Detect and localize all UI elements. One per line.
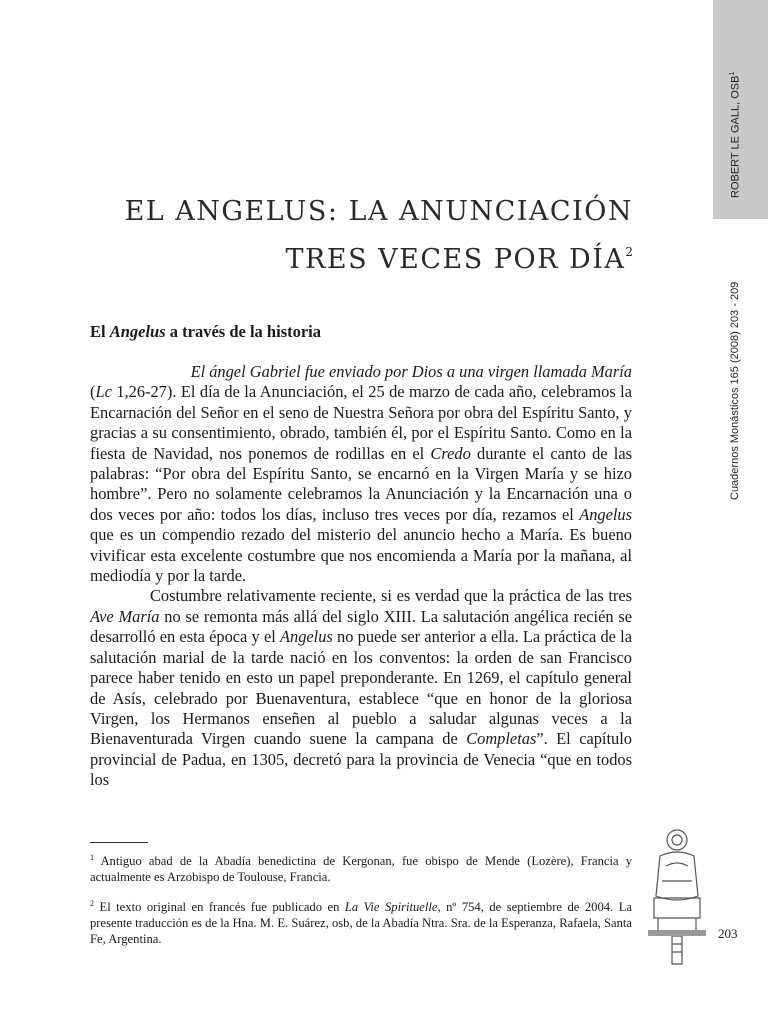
- author-note-mark: 1: [729, 71, 736, 76]
- body-text: [90, 362, 632, 791]
- footnote-2-text-1: El texto original en francés fue publicado en: [94, 899, 345, 914]
- footnote-2-italic: La Vie Spirituelle: [344, 899, 438, 914]
- section-heading: [90, 322, 321, 342]
- paragraph-1: [90, 362, 632, 586]
- footnotes: [90, 850, 632, 957]
- credo-term: Credo: [430, 443, 471, 463]
- scripture-ref: Lc: [95, 382, 112, 402]
- paragraph-2-text-1: Costumbre relativamente reciente, si es verdad que la práctica de las tres: [150, 586, 632, 606]
- footnote-1: [90, 850, 632, 886]
- heading-prefix: El: [90, 322, 110, 341]
- gospel-quote: El ángel Gabriel fue enviado por Dios a una virgen llamada María: [190, 362, 632, 381]
- paragraph-1-text-2: durante el canto de las palabras: “Por obra del Espíritu Santo, se encarnó en la Virgen María y se hizo hombre”. Pero no solamente celebramos la Anunciación y la Encarnación una o dos veces por año: todos los días, incluso tres veces por día, rezamos el: [90, 443, 632, 524]
- journal-reference: Cuadernos Monásticos 165 (2008) 203 - 209: [729, 281, 741, 500]
- completas-term: Completas: [466, 729, 537, 749]
- angelus-term: Angelus: [579, 504, 632, 524]
- title-line-2: [125, 232, 633, 280]
- paragraph-2-text-3: no puede ser anterior a ella. La práctica de la salutación marial de la tarde nació en los conventos: la orden de san Francisco parece haber tenido en esto un papel preponderante. En 1269, el capítulo general de Asís, celebrado por Buenaventura, establece “que en honor de la gloriosa Virgen, los Hermanos enseñen al pueblo a saludar algunas veces a la Bienaventurada Virgen cuando suene la campana de: [90, 627, 632, 749]
- title-line-1: EL ANGELUS: LA ANUNCIACIÓN: [124, 196, 633, 227]
- footnote-2-mark: 2: [90, 898, 94, 908]
- footnote-2-text-2: , nº 754, de septiembre de 2004. La presente traducción es de la Hna. M. E. Suárez, osb, de la Abadía Ntra. Sra. de la Esperanza, Rafaela, Santa Fe, Argentina.: [90, 899, 632, 946]
- paragraph-2-text-2: no se remonta más allá del siglo XIII. La salutación angélica recién se desarrolló en esta época y el: [90, 606, 633, 647]
- author-name: ROBERT LE GALL, OSB: [729, 75, 742, 198]
- heading-suffix: a través de la historia: [165, 322, 322, 341]
- article-title: [125, 192, 633, 280]
- paragraph-2: [90, 586, 632, 790]
- author-credit: [729, 72, 742, 198]
- footnote-divider: [90, 842, 148, 843]
- footnote-1-mark: 1: [90, 853, 94, 862]
- footnote-2: [90, 896, 632, 948]
- angelus-term: Angelus: [280, 627, 333, 647]
- christ-enthroned-emblem-icon: [648, 826, 706, 966]
- paragraph-1-text-3: que es un compendio rezado del misterio del anuncio hecho a María. Es bueno vivificar esta excelente costumbre que nos encomienda a María por la mañana, al mediodía y por la tarde.: [90, 525, 632, 586]
- heading-italic: Angelus: [109, 322, 166, 341]
- title-note-mark: 2: [625, 245, 633, 259]
- paragraph-1-text-1: 1,26-27). El día de la Anunciación, el 25 de marzo de cada año, celebramos la Encarnación del Señor en el seno de Nuestra Señora por obra del Espíritu Santo, y gracias a su consentimiento, obrado, también él, por el Espíritu Santo. Como en la fiesta de Navidad, nos ponemos de rodillas en el: [90, 382, 632, 463]
- page-number: 203: [718, 926, 738, 941]
- paragraph-2-text-4: ”. El capítulo provincial de Padua, en 1305, decretó para la provincia de Venecia “que en todos los: [90, 729, 632, 790]
- footnote-1-text: Antiguo abad de la Abadía benedictina de Kergonan, fue obispo de Mende (Lozère), Francia y actualmente es Arzobispo de Toulouse, Francia.: [90, 854, 632, 884]
- ave-maria-term: Ave María: [90, 606, 160, 626]
- open-paren: (: [90, 382, 96, 402]
- title-line-2-text: TRES VECES POR DÍA: [285, 244, 626, 275]
